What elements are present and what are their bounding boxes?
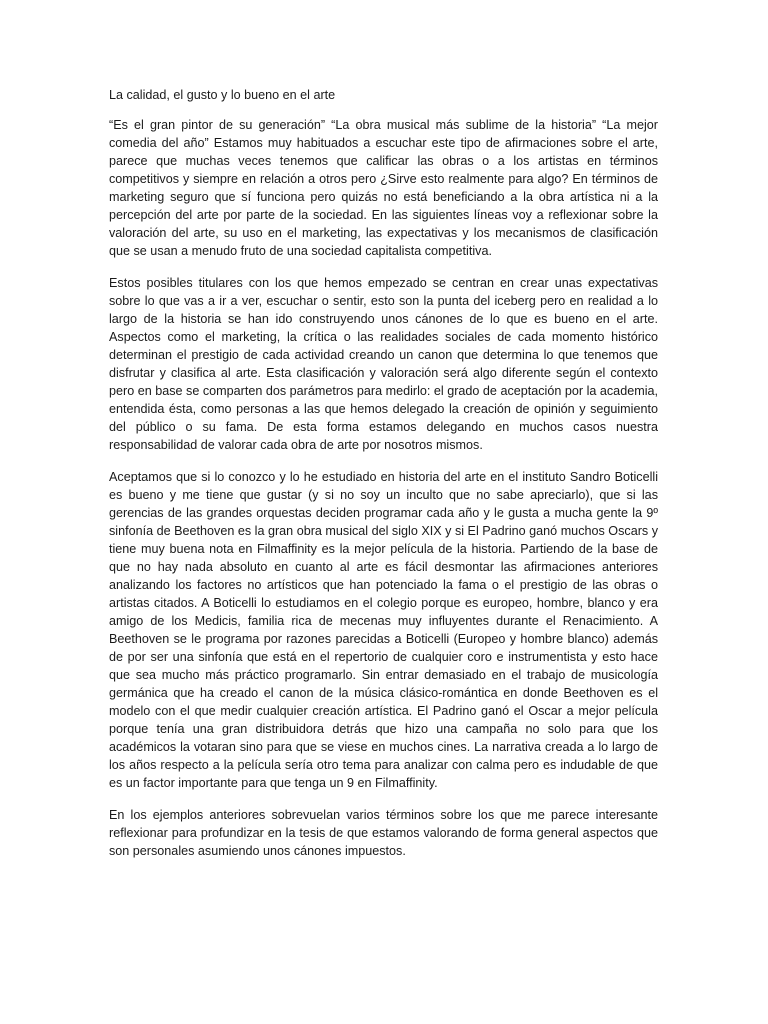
paragraph-2: Estos posibles titulares con los que hemos empezado se centran en crear unas expectativas sobre lo que vas a ir a ver, escuchar o sentir, esto son la punta del iceberg pero en realidad a lo largo de la historia se han ido construyendo unos cánones de lo que es bueno en el arte. Aspectos como el marketing, la crítica o las realidades sociales de cada momento histórico determinan el prestigio de cada actividad creando un canon que determina lo que tenemos que disfrutar y clasifica al arte. Esta clasificación y valoración será algo diferente según el contexto pero en base se comparten dos parámetros para medirlo: el grado de aceptación por la academia, entendida ésta, como personas a las que hemos delegado la creación de opinión y seguimiento del público o su fama. De esta forma estamos delegando en muchos casos nuestra responsabilidad de valorar cada obra de arte por nosotros mismos. xyxy=(109,276,658,452)
paragraph-3: Aceptamos que si lo conozco y lo he estudiado en historia del arte en el instituto Sandro Boticelli es bueno y me tiene que gustar (y si no soy un inculto que no sabe apreciarlo), que si las gerencias de las grandes orquestas deciden programar cada año y le gusta a mucha gente la 9º sinfonía de Beethoven es la gran obra musical del siglo XIX y si El Padrino ganó muchos Oscars y tiene muy buena nota en Filmaffinity es la mejor película de la historia. Partiendo de la base de que no hay nada absoluto en cuanto al arte es fácil desmontar las afirmaciones anteriores analizando los factores no artísticos que han potenciado la fama o el prestigio de las obras o artistas citados. A Boticelli lo estudiamos en el colegio porque es europeo, hombre, blanco y era amigo de los Medicis, familia rica de mecenas muy influyentes durante el Renacimiento. A Beethoven se le programa por razones parecidas a Boticelli (Europeo y hombre blanco) además de por ser una sinfonía que está en el repertorio de cualquier coro e instrumentista y esto hace que sea mucho más práctico programarlo. Sin entrar demasiado en el trabajo de musicología germánica que ha creado el canon de la música clásico-romántica en donde Beethoven es el modelo con el que medir cualquier creación artística. El Padrino ganó el Oscar a mejor película porque tenía una gran distribuidora detrás que hizo una campaña no solo para que los académicos la votaran sino para que se viese en muchos cines. La narrativa creada a lo largo de los años respecto a la película sería otro tema para analizar con calma pero es indudable de que es un factor importante para que tenga un 9 en Filmaffinity. xyxy=(109,470,658,790)
paragraph-4: En los ejemplos anteriores sobrevuelan varios términos sobre los que me parece interesante reflexionar para profundizar en la tesis de que estamos valorando de forma general aspectos que son personales asumiendo unos cánones impuestos. xyxy=(109,808,658,858)
document-title: La calidad, el gusto y lo bueno en el arte xyxy=(109,88,336,102)
document-body xyxy=(109,86,658,874)
paragraph-1: “Es el gran pintor de su generación” “La obra musical más sublime de la historia” “La mejor comedia del año” Estamos muy habituados a escuchar este tipo de afirmaciones sobre el arte, parece que muchas veces tenemos que calificar las obras o a los artistas en términos competitivos y siempre en relación a otros pero ¿Sirve esto realmente para algo? En términos de marketing seguro que sí funciona pero quizás no está beneficiando a la obra artística ni a la percepción del arte por parte de la sociedad. En las siguientes líneas voy a reflexionar sobre la valoración del arte, su uso en el marketing, las expectativas y los mecanismos de clasificación que se usan a menudo fruto de una sociedad capitalista competitiva. xyxy=(109,118,658,258)
